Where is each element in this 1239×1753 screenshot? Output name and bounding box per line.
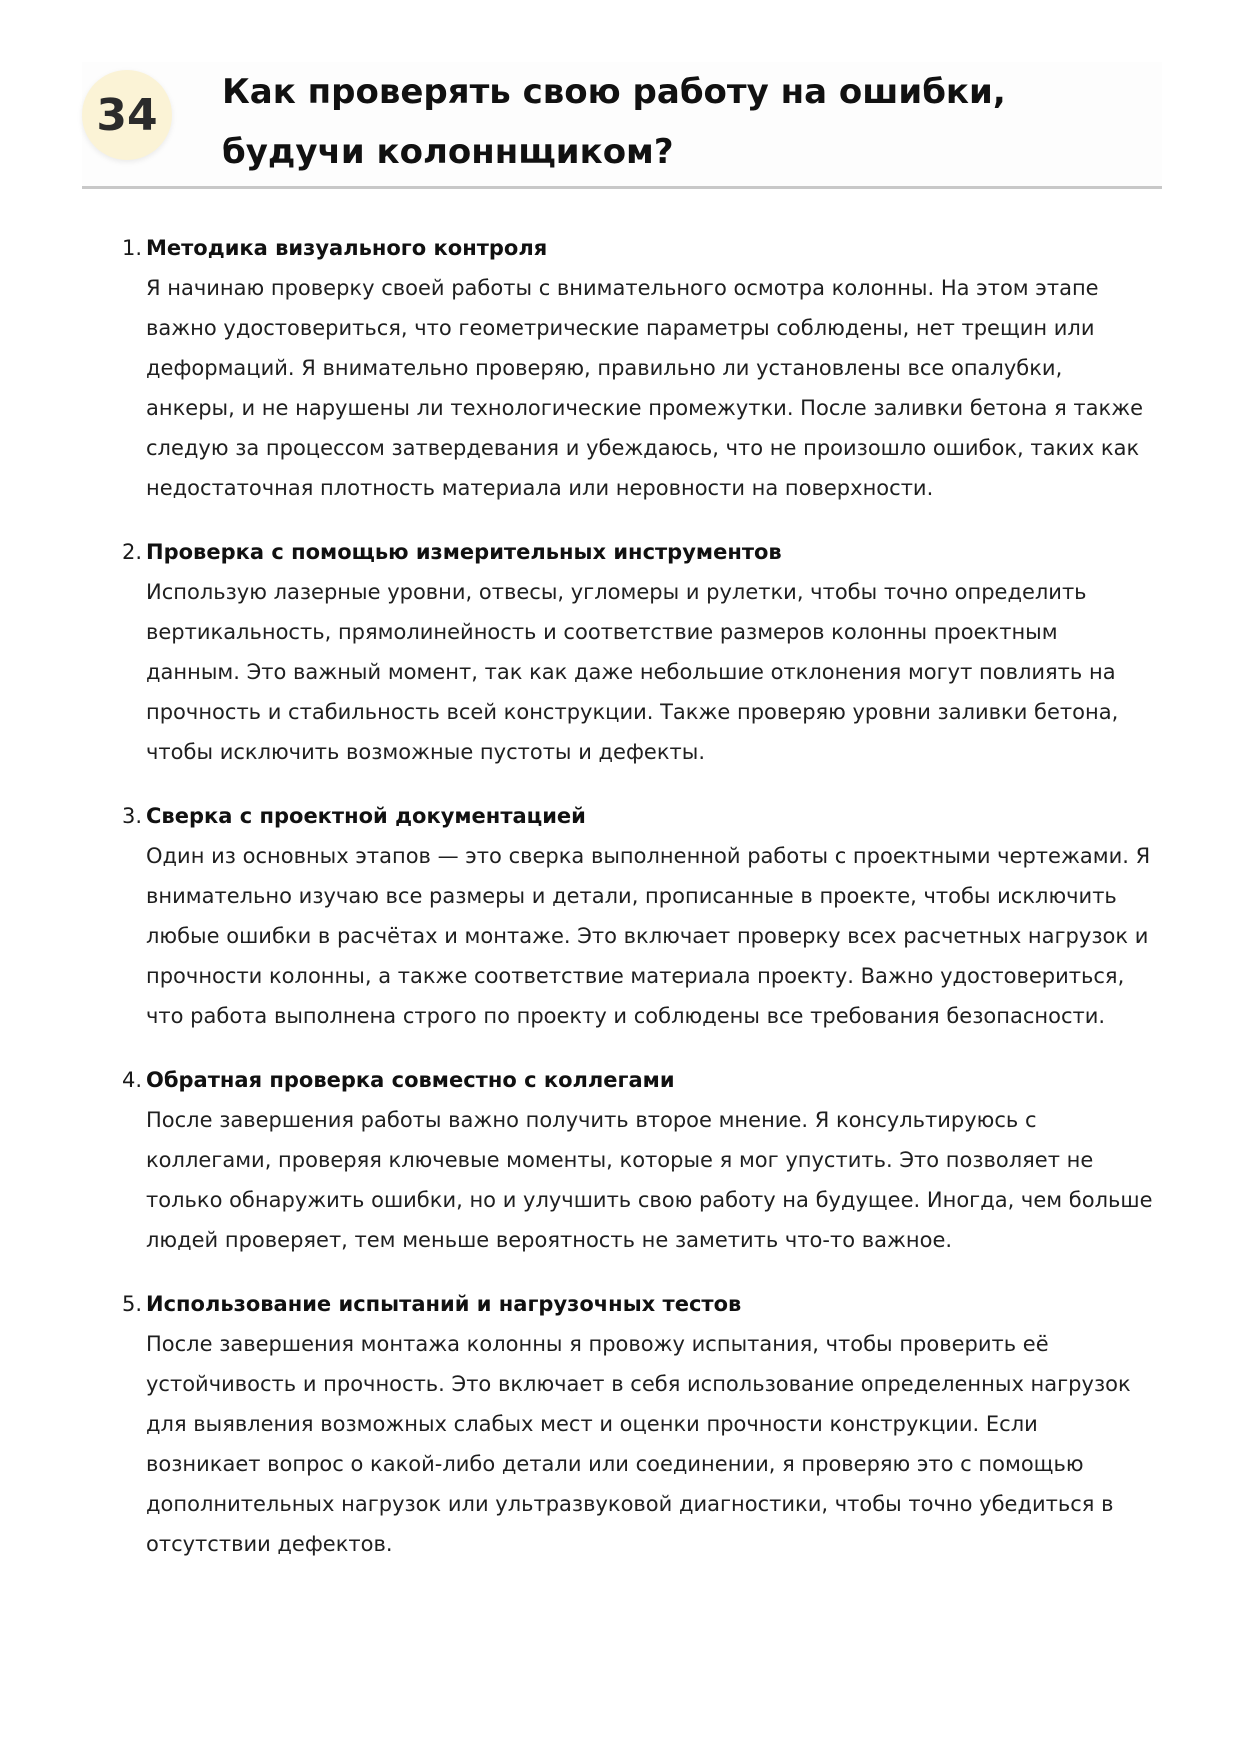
item-text: Я начинаю проверку своей работы с внимательного осмотра колонны. На этом этапе важно удостовериться, что геометрические параметры соблюдены, нет трещин или деформаций. Я внимательно проверяю, правильно ли установлены все опалубки, анкеры, и не нарушены ли технологические промежутки. После заливки бетона я также следую за процессом затвердевания и убеждаюсь, что не произошло ошибок, таких как недостаточная плотность материала или неровности на поверхности. xyxy=(146,276,1144,500)
page-header xyxy=(82,62,1162,189)
question-number-badge: 34 xyxy=(82,70,172,160)
item-heading: Сверка с проектной документацией xyxy=(146,804,586,828)
item-heading: Методика визуального контроля xyxy=(146,236,548,260)
list-item xyxy=(114,796,1154,1036)
item-number: 5. xyxy=(121,1292,142,1316)
item-number: 1. xyxy=(121,236,142,260)
item-number: 2. xyxy=(121,540,142,564)
item-text: Использую лазерные уровни, отвесы, угломеры и рулетки, чтобы точно определить вертикальность, прямолинейность и соответствие размеров колонны проектным данным. Это важный момент, так как даже небольшие отклонения могут повлиять на прочность и стабильность всей конструкции. Также проверяю уровни заливки бетона, чтобы исключить возможные пустоты и дефекты. xyxy=(146,580,1119,764)
list-item xyxy=(114,228,1154,508)
list-item xyxy=(114,532,1154,772)
list-item xyxy=(114,1284,1154,1564)
item-number: 4. xyxy=(121,1068,142,1092)
list-item xyxy=(114,1060,1154,1260)
item-heading: Проверка с помощью измерительных инструментов xyxy=(146,540,782,564)
page-title: Как проверять свою работу на ошибки, будучи колоннщиком? xyxy=(222,72,1006,172)
item-heading: Использование испытаний и нагрузочных тестов xyxy=(146,1292,742,1316)
item-heading: Обратная проверка совместно с коллегами xyxy=(146,1068,675,1092)
answer-list xyxy=(114,228,1154,1588)
item-text: После завершения работы важно получить второе мнение. Я консультируюсь с коллегами, проверяя ключевые моменты, которые я мог упустить. Это позволяет не только обнаружить ошибки, но и улучшить свою работу на будущее. Иногда, чем больше людей проверяет, тем меньше вероятность не заметить что-то важное. xyxy=(146,1108,1153,1252)
item-number: 3. xyxy=(121,804,142,828)
item-text: Один из основных этапов — это сверка выполненной работы с проектными чертежами. Я внимательно изучаю все размеры и детали, прописанные в проекте, чтобы исключить любые ошибки в расчётах и монтаже. Это включает проверку всех расчетных нагрузок и прочности колонны, а также соответствие материала проекту. Важно удостовериться, что работа выполнена строго по проекту и соблюдены все требования безопасности. xyxy=(146,844,1151,1028)
item-text: После завершения монтажа колонны я провожу испытания, чтобы проверить её устойчивость и прочность. Это включает в себя использование определенных нагрузок для выявления возможных слабых мест и оценки прочности конструкции. Если возникает вопрос о какой-либо детали или соединении, я проверяю это с помощью дополнительных нагрузок или ультразвуковой диагностики, чтобы точно убедиться в отсутствии дефектов. xyxy=(146,1332,1131,1556)
